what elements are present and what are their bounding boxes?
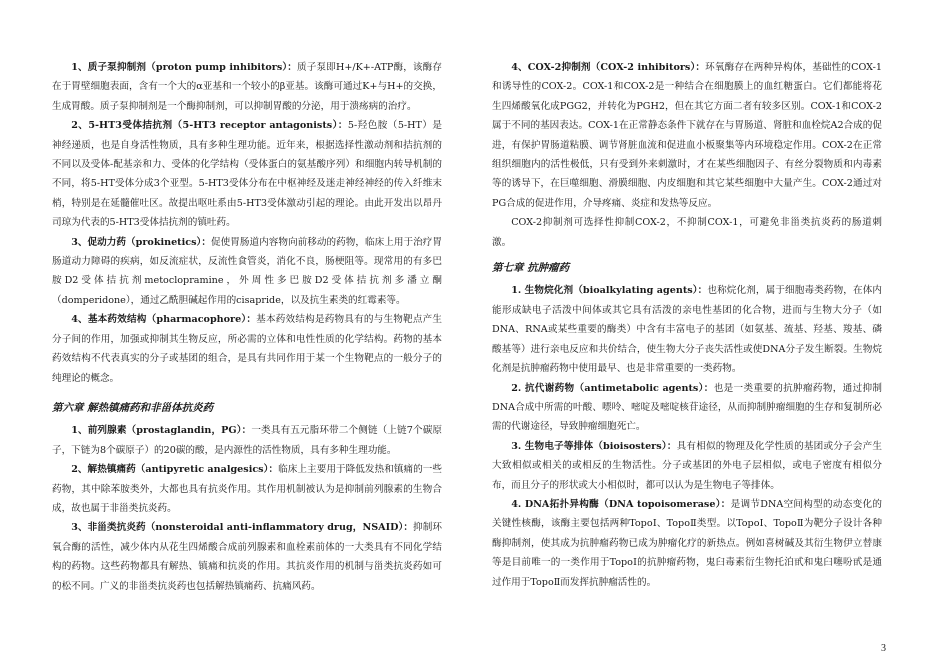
paragraph-prostaglandin [52, 421, 442, 460]
paragraph-pharmacophore [52, 310, 442, 388]
right-column [492, 58, 882, 592]
term-heading: 1、前列腺素（prostaglandin，PG）： [71, 425, 252, 437]
paragraph-antipyretic-analgesics [52, 460, 442, 518]
term-body: 环氧酶存在两种异构体，基础性的COX-1和诱导性的COX-2。COX-1和COX-2是一种结合在细胞膜上的血红糖蛋白。它们都能将花生四烯酸氧化成PGG2，并转化为PGH2，但在其它方面二者有较多区别。COX-1和COX-2属于不同的基因表达。COX-1在正常静态条件下就存在与胃肠道、肾脏和血栓烷A2合成的促进，有保护胃肠道粘膜、调节肾脏血流和促进血小板聚集等内环境稳定作用。COX-2在正常组织细胞内的活性极低，只有受到外来刺激时，才在某些细胞因子、有丝分裂物质和内毒素等的诱导下，在巨噬细胞、滑膜细胞、内皮细胞和其它某些细胞中大量产生。COX-2通过对PG合成的促进作用，介导疼痛、炎症和发热等反应。 [492, 62, 882, 209]
term-heading: 4. DNA拓扑异构酶（DNA topoisomerase）： [511, 498, 731, 510]
paragraph-prokinetics [52, 233, 442, 311]
paragraph-bioisosters [492, 437, 882, 495]
term-body: 是调节DNA空间构型的动态变化的关键性核酶，该酶主要包括两种TopoⅠ、TopoⅡ类型。以TopoⅠ、TopoⅡ为靶分子设计各种酶抑制剂，使其成为抗肿瘤药物已成为肿瘤化疗的新热点。例如喜树碱及其衍生物伊立替康等是目前唯一的一类作用于TopoⅠ的抗肿瘤药物，鬼臼毒素衍生物托泊甙和鬼臼噻吩甙是通过作用于TopoⅡ而发挥抗肿瘤活性的。 [492, 498, 883, 588]
term-body: 临床上主要用于降低发热和镇痛的一些药物，其中除苯胺类外，大都也具有抗炎作用。其作用机制被认为是抑制前列腺素的生物合成，故也属于非甾类抗炎药。 [52, 464, 443, 514]
paragraph-cox2-selectivity: COX-2抑制剂可选择性抑制COX-2，不抑制COX-1，可避免非甾类抗炎药的肠道刺激。 [492, 217, 882, 248]
paragraph-cox2-inhibitors [492, 58, 882, 213]
paragraph-5ht3-antagonists [52, 116, 442, 232]
paragraph-proton-pump-inhibitors [52, 58, 442, 116]
term-heading: 1、质子泵抑制剂（proton pump inhibitors）： [71, 62, 298, 73]
term-heading: 4、COX-2抑制剂（COX-2 inhibitors）： [511, 62, 706, 73]
term-body: 也是一类重要的抗肿瘤药物，通过抑制DNA合成中所需的叶酸、嘌呤、嘧啶及嘧啶核苷途径，从而抑制肿瘤细胞的生存和复制所必需的代谢途径，导致肿瘤细胞死亡。 [492, 382, 883, 433]
term-body: 5-羟色胺（5-HT）是神经递质，也是自身活性物质，具有多种生理功能。近年来，根据选择性激动剂和拮抗剂的不同以及受体-配基亲和力、受体的化学结构（受体蛋白的氨基酸序列）和细胞内转导机制的不同，将5-HT受体分成3个亚型。5-HT3受体分布在中枢神经及迷走神经神经的传入纤维末梢，特别是在延髓催吐区。故提出呕吐系由5-HT3受体激动引起的理论。由此开发出以昂丹司琼为代表的5-HT3受体拮抗剂的镇吐药。 [52, 120, 442, 229]
left-column [52, 58, 442, 596]
paragraph-bioalkylating-agents [492, 281, 882, 378]
chapter-6-heading: 第六章 解热镇痛药和非甾体抗炎药 [52, 401, 214, 414]
term-body: 促使胃肠道内容物向前移动的药物，临床上用于治疗胃肠道动力障碍的疾病，如反流症状，反流性食管炎，消化不良，肠梗阻等。现常用的有多巴胺D2受体拮抗剂metoclopramine，外周性多巴胺D2受体拮抗剂多潘立酮（domperidone），通过乙酰胆碱起作用的cisapride，以及抗生素类的红霉素等。 [52, 236, 443, 306]
term-body: 具有相似的物理及化学性质的基团或分子会产生大致相似或相关的或相反的生物活性。分子或基团的外电子层相似，或电子密度有相似分布，而且分子的形状或大小相似时，都可以认为是生物电子等排体。 [492, 440, 882, 491]
term-body: 也称烷化剂，属于细胞毒类药物，在体内能形成缺电子活泼中间体或其它具有活泼的亲电性基团的化合物，进而与生物大分子（如DNA、RNA或某些重要的酶类）中含有丰富电子的基团（如氨基、巯基、羟基、羧基、磷酸基等）进行亲电反应和共价结合，使生物大分子丧失活性或使DNA分子发生断裂。生物烷化剂是抗肿瘤药物中使用最早、也是非常重要的一类药物。 [492, 285, 882, 375]
page-number: 3 [881, 643, 886, 654]
term-heading: 3、非甾类抗炎药（nonsteroidal anti-inflammatory drug，NSAID）： [71, 522, 414, 534]
term-heading: 2、解热镇痛药（antipyretic analgesics）： [71, 464, 279, 476]
term-body: 质子泵即H+/K+-ATP酶，该酶存在于胃壁细胞表面，含有一个大的α亚基和一个较小的β亚基。该酶可通过K+与H+的交换，生成胃酸。质子泵抑制剂是一个酶抑制剂，可以抑制胃酸的分泌，用于溃疡病的治疗。 [52, 62, 442, 112]
paragraph-dna-topoisomerase [492, 495, 882, 592]
term-heading: 2、5-HT3受体拮抗剂（5-HT3 receptor antagonists）： [71, 120, 348, 132]
paragraph-nsaid [52, 518, 442, 596]
term-heading: 1. 生物烷化剂（bioalkylating agents）： [511, 285, 708, 297]
term-heading: 2. 抗代谢药物（antimetabolic agents）： [511, 382, 714, 394]
paragraph-antimetabolic-agents [492, 379, 882, 437]
term-heading: 3. 生物电子等排体（bioisosters）： [511, 440, 677, 452]
chapter-7-heading: 第七章 抗肿瘤药 [492, 262, 570, 275]
term-body: 一类具有五元脂环带二个侧链（上链7个碳原子，下链为8个碳原子）的20碳的酸，是内源性的活性物质，具有多种生理功能。 [52, 425, 442, 456]
term-body: 基本药效结构是药物具有的与生物靶点产生分子间的作用，加强或抑制其生物反应，所必需的立体和电性性质的化学结构。药物的基本药效结构不代表真实的分子或基团的组合，是具有共同作用于某一个生物靶点的一般分子的纯理论的概念。 [52, 314, 442, 384]
term-heading: 3、促动力药（prokinetics）： [71, 236, 211, 248]
term-heading: 4、基本药效结构（pharmacophore）： [71, 314, 257, 326]
term-body: 抑制环氧合酶的活性，减少体内从花生四烯酸合成前列腺素和血栓素前体的一大类具有不同化学结构的药物。这些药物都具有解热、镇痛和抗炎的作用。其抗炎作用的机制与甾类抗炎药如可的松不同。广义的非甾类抗炎药也包括解热镇痛药、抗痛风药。 [52, 522, 442, 592]
